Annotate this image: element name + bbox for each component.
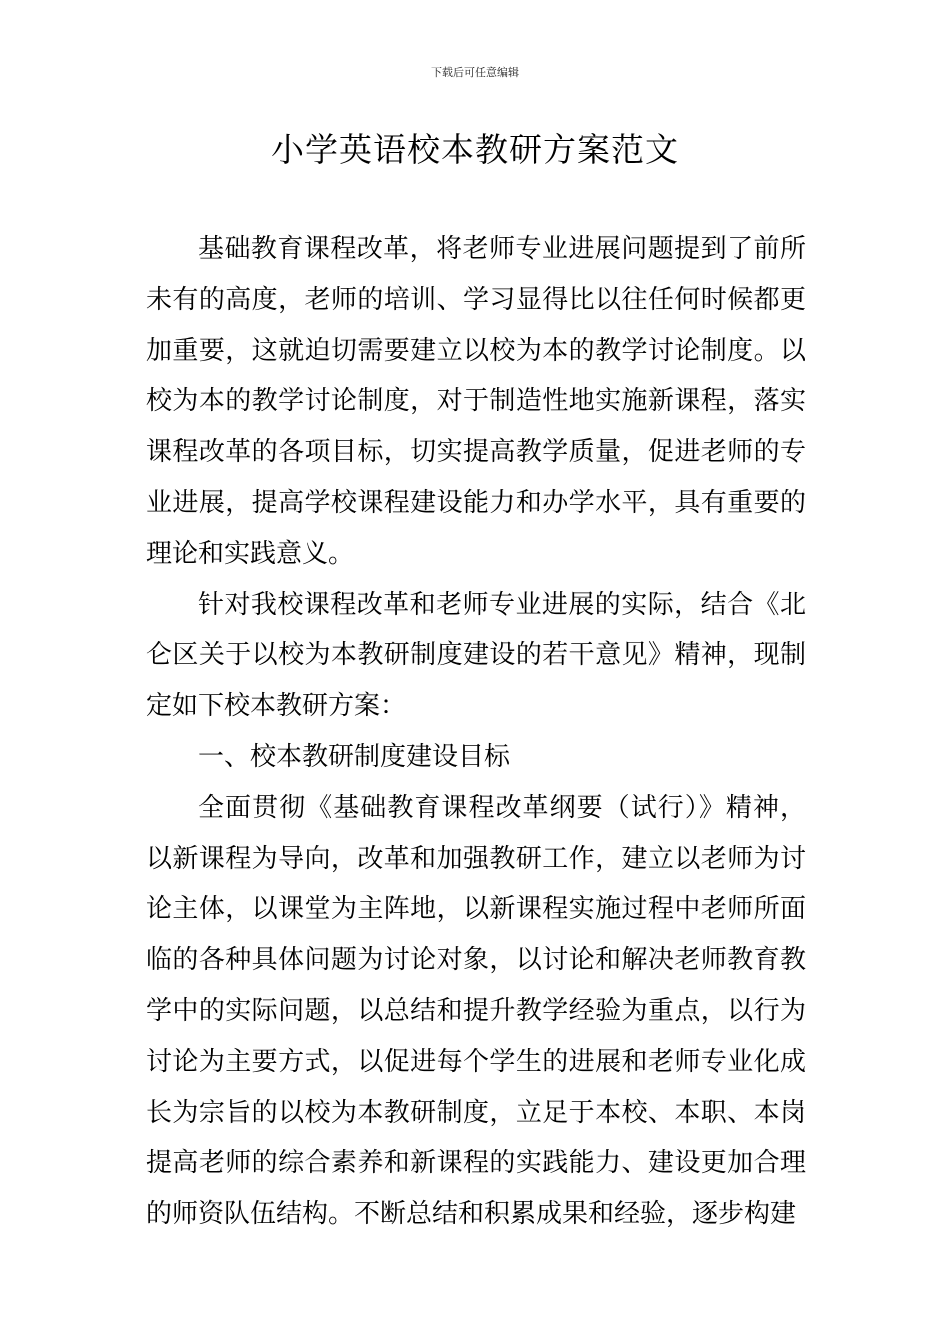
header-note: 下载后可任意编辑 bbox=[431, 66, 519, 79]
paragraph-intro: 基础教育课程改革，将老师专业进展问题提到了前所未有的高度，老师的培训、学习显得比以往任何时候都更加重要，这就迫切需要建立以校为本的教学讨论制度。以校为本的教学讨论制度，对于制造性地实施新课程，落实课程改革的各项目标，切实提高教学质量，促进老师的专业进展，提高学校课程建设能力和办学水平，具有重要的理论和实践意义。 bbox=[146, 234, 806, 569]
document-title: 小学英语校本教研方案范文 bbox=[271, 130, 679, 169]
paragraph-context: 针对我校课程改革和老师专业进展的实际，结合《北仑区关于以校为本教研制度建设的若干意见》精神，现制定如下校本教研方案： bbox=[146, 589, 806, 722]
document-body bbox=[146, 224, 806, 1240]
section-heading-goals: 一、校本教研制度建设目标 bbox=[198, 741, 511, 772]
paragraph-goals: 全面贯彻《基础教育课程改革纲要（试行）》精神，以新课程为导向，改革和加强教研工作，建立以老师为讨论主体，以课堂为主阵地，以新课程实施过程中老师所面临的各种具体问题为讨论对象，以讨论和解决老师教育教学中的实际问题，以总结和提升教学经验为重点，以行为讨论为主要方式，以促进每个学生的进展和老师专业化成长为宗旨的以校为本教研制度，立足于本校、本职、本岗提高老师的综合素养和新课程的实践能力、建设更加合理的师资队伍结构。不断总结和积累成果和经验，逐步构建 bbox=[146, 792, 806, 1230]
